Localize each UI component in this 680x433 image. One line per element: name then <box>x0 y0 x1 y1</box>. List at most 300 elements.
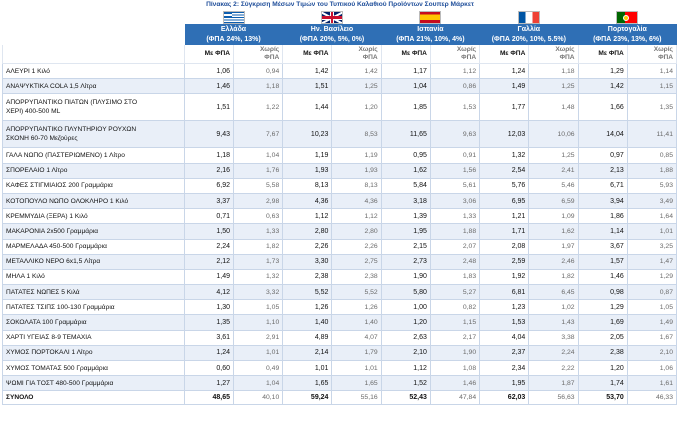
country-name: Γαλλία <box>480 25 578 35</box>
price-with-vat: 14,04 <box>578 121 627 148</box>
price-without-vat: 11,41 <box>627 121 676 148</box>
country-name: Ην. Βασίλειο <box>283 25 381 35</box>
price-with-vat: 1,69 <box>578 315 627 330</box>
without-vat-header-line2: ΦΠΑ <box>264 54 280 61</box>
table-row <box>3 94 677 121</box>
price-with-vat: 1,66 <box>578 94 627 121</box>
total-without-vat: 40,10 <box>234 391 283 405</box>
country-name: Πορτογαλία <box>578 25 676 35</box>
price-with-vat: 1,86 <box>578 209 627 224</box>
price-without-vat: 1,02 <box>529 300 578 315</box>
price-without-vat: 1,05 <box>627 300 676 315</box>
product-name <box>3 64 185 79</box>
price-with-vat: 3,94 <box>578 193 627 208</box>
price-without-vat: 3,38 <box>529 330 578 345</box>
price-with-vat: 1,49 <box>480 79 529 94</box>
price-with-vat: 1,44 <box>283 94 332 121</box>
price-with-vat: 1,20 <box>578 361 627 376</box>
product-name-line: ΑΛΕΥΡΙ 1 Κιλό <box>6 67 50 75</box>
table-row <box>3 148 677 163</box>
product-name-line: ΜΕΤΑΛΛΙΚΟ ΝΕΡΟ 6x1,5 Λίτρα <box>6 258 101 266</box>
product-name <box>3 224 185 239</box>
price-without-vat: 2,22 <box>529 361 578 376</box>
price-with-vat: 6,81 <box>480 285 529 300</box>
price-without-vat: 1,87 <box>529 376 578 391</box>
price-without-vat: 1,47 <box>627 254 676 269</box>
price-without-vat: 8,13 <box>332 178 381 193</box>
with-vat-header: Με ΦΠΑ <box>578 45 627 64</box>
without-vat-header <box>430 45 479 64</box>
price-with-vat: 1,12 <box>381 361 430 376</box>
country-name: Ισπανία <box>381 25 479 35</box>
price-without-vat: 1,25 <box>529 79 578 94</box>
total-label: ΣΥΝΟΛΟ <box>3 391 185 405</box>
price-without-vat: 4,36 <box>332 193 381 208</box>
table-row <box>3 315 677 330</box>
price-without-vat: 2,10 <box>627 345 676 360</box>
price-without-vat: 2,38 <box>332 269 381 284</box>
without-vat-header <box>529 45 578 64</box>
total-with-vat: 53,70 <box>578 391 627 405</box>
price-without-vat: 4,07 <box>332 330 381 345</box>
product-name-line: ΧΥΜΟΣ ΤΟΜΑΤΑΣ 500 Γραμμάρια <box>6 364 108 372</box>
subheader-blank <box>3 45 185 64</box>
price-without-vat: 1,76 <box>234 163 283 178</box>
price-with-vat: 1,46 <box>578 269 627 284</box>
price-with-vat: 2,10 <box>381 345 430 360</box>
price-without-vat: 1,15 <box>430 315 479 330</box>
product-name-line: ΠΑΤΑΤΕΣ ΝΩΠΕΣ 5 Κιλά <box>6 288 80 296</box>
price-without-vat: 1,12 <box>430 64 479 79</box>
price-without-vat: 1,82 <box>529 269 578 284</box>
price-with-vat: 2,38 <box>578 345 627 360</box>
price-with-vat: 2,26 <box>283 239 332 254</box>
price-with-vat: 1,12 <box>283 209 332 224</box>
price-with-vat: 1,19 <box>283 148 332 163</box>
price-with-vat: 2,15 <box>381 239 430 254</box>
with-vat-header: Με ΦΠΑ <box>283 45 332 64</box>
price-with-vat: 1,29 <box>578 64 627 79</box>
price-without-vat: 1,01 <box>332 361 381 376</box>
without-vat-header-line1: Χωρίς <box>358 46 378 53</box>
price-with-vat: 6,92 <box>184 178 233 193</box>
without-vat-header-line1: Χωρίς <box>555 46 575 53</box>
without-vat-header-line1: Χωρίς <box>653 46 673 53</box>
table-row <box>3 193 677 208</box>
price-without-vat: 1,43 <box>529 315 578 330</box>
product-name <box>3 376 185 391</box>
price-with-vat: 1,90 <box>381 269 430 284</box>
price-with-vat: 1,29 <box>578 300 627 315</box>
price-with-vat: 0,97 <box>578 148 627 163</box>
table-row <box>3 121 677 148</box>
price-with-vat: 4,36 <box>283 193 332 208</box>
france-flag-icon <box>518 11 540 24</box>
price-with-vat: 3,18 <box>381 193 430 208</box>
flag-row <box>3 11 677 25</box>
table-row <box>3 330 677 345</box>
price-without-vat: 1,19 <box>332 148 381 163</box>
price-without-vat: 1,40 <box>332 315 381 330</box>
without-vat-header-line2: ΦΠΑ <box>362 54 378 61</box>
price-without-vat: 2,91 <box>234 330 283 345</box>
product-name <box>3 239 185 254</box>
price-without-vat: 2,80 <box>332 224 381 239</box>
price-with-vat: 1,32 <box>480 148 529 163</box>
price-with-vat: 1,51 <box>283 79 332 94</box>
price-without-vat: 2,98 <box>234 193 283 208</box>
price-without-vat: 0,49 <box>234 361 283 376</box>
price-without-vat: 1,65 <box>332 376 381 391</box>
product-name-line: ΧΥΜΟΣ ΠΟΡΤΟΚΑΛΙ 1 Λίτρο <box>6 349 93 357</box>
price-without-vat: 1,25 <box>332 79 381 94</box>
price-without-vat: 8,53 <box>332 121 381 148</box>
price-with-vat: 4,89 <box>283 330 332 345</box>
price-with-vat: 12,03 <box>480 121 529 148</box>
price-without-vat: 0,85 <box>627 148 676 163</box>
product-name <box>3 193 185 208</box>
price-without-vat: 0,94 <box>234 64 283 79</box>
price-without-vat: 5,93 <box>627 178 676 193</box>
price-without-vat: 1,33 <box>430 209 479 224</box>
product-name <box>3 361 185 376</box>
price-with-vat: 1,92 <box>480 269 529 284</box>
price-with-vat: 1,42 <box>578 79 627 94</box>
price-with-vat: 5,52 <box>283 285 332 300</box>
product-name-line: ΨΩΜΙ ΓΙΑ ΤΟΣΤ 480-500 Γραμμάρια <box>6 379 114 387</box>
price-without-vat: 5,58 <box>234 178 283 193</box>
price-with-vat: 1,46 <box>184 79 233 94</box>
price-without-vat: 1,42 <box>332 64 381 79</box>
table-row <box>3 254 677 269</box>
price-without-vat: 0,82 <box>430 300 479 315</box>
product-name-line: ΑΠΟΡΡΥΠΑΝΤΙΚΟ ΠΛΥΝΤΗΡΙΟΥ ΡΟΥΧΩΝ <box>6 126 137 134</box>
product-name-line: ΓΑΛΑ ΝΩΠΟ (ΠΑΣΤΕΡΙΩΜΕΝΟ) 1 Λίτρο <box>6 151 125 159</box>
price-without-vat: 1,04 <box>234 376 283 391</box>
table-row <box>3 163 677 178</box>
spain-flag-icon <box>419 11 441 24</box>
price-without-vat: 1,22 <box>234 94 283 121</box>
price-with-vat: 5,76 <box>480 178 529 193</box>
price-with-vat: 5,80 <box>381 285 430 300</box>
price-with-vat: 3,30 <box>283 254 332 269</box>
price-without-vat: 5,46 <box>529 178 578 193</box>
vat-header-blank <box>3 35 185 45</box>
total-with-vat: 48,65 <box>184 391 233 405</box>
product-name <box>3 269 185 284</box>
price-with-vat: 1,21 <box>480 209 529 224</box>
price-without-vat: 1,20 <box>332 94 381 121</box>
price-without-vat: 0,91 <box>430 148 479 163</box>
price-with-vat: 1,24 <box>184 345 233 360</box>
price-with-vat: 2,37 <box>480 345 529 360</box>
price-with-vat: 5,84 <box>381 178 430 193</box>
greece-flag-icon <box>223 11 245 24</box>
price-without-vat: 2,75 <box>332 254 381 269</box>
country-vat-rates: (ΦΠΑ 20%, 10%, 5.5%) <box>480 35 578 45</box>
product-name <box>3 209 185 224</box>
price-with-vat: 1,14 <box>578 224 627 239</box>
price-without-vat: 1,18 <box>234 79 283 94</box>
price-without-vat: 1,14 <box>627 64 676 79</box>
price-with-vat: 1,30 <box>184 300 233 315</box>
price-without-vat: 1,56 <box>430 163 479 178</box>
price-with-vat: 2,34 <box>480 361 529 376</box>
price-with-vat: 1,53 <box>480 315 529 330</box>
product-name <box>3 121 185 148</box>
price-without-vat: 6,59 <box>529 193 578 208</box>
price-comparison-table <box>2 11 677 405</box>
price-with-vat: 1,50 <box>184 224 233 239</box>
price-with-vat: 1,27 <box>184 376 233 391</box>
price-with-vat: 2,08 <box>480 239 529 254</box>
price-without-vat: 1,08 <box>430 361 479 376</box>
flag-cell <box>480 11 578 25</box>
product-name <box>3 300 185 315</box>
price-with-vat: 1,93 <box>283 163 332 178</box>
price-with-vat: 1,20 <box>381 315 430 330</box>
total-with-vat: 62,03 <box>480 391 529 405</box>
product-name-line: ΣΚΟΝΗ 60-70 Μεζούρες <box>6 135 78 143</box>
price-without-vat: 1,26 <box>332 300 381 315</box>
price-without-vat: 1,32 <box>234 269 283 284</box>
price-without-vat: 1,79 <box>332 345 381 360</box>
price-without-vat: 2,46 <box>529 254 578 269</box>
price-without-vat: 5,27 <box>430 285 479 300</box>
price-with-vat: 0,98 <box>578 285 627 300</box>
without-vat-header-line1: Χωρίς <box>260 46 280 53</box>
price-with-vat: 8,13 <box>283 178 332 193</box>
country-name: Ελλάδα <box>184 25 282 35</box>
without-vat-header-line2: ΦΠΑ <box>658 54 673 61</box>
price-with-vat: 2,16 <box>184 163 233 178</box>
price-with-vat: 2,05 <box>578 330 627 345</box>
price-without-vat: 1,25 <box>529 148 578 163</box>
price-with-vat: 1,00 <box>381 300 430 315</box>
price-without-vat: 1,93 <box>332 163 381 178</box>
product-name <box>3 178 185 193</box>
price-without-vat: 1,48 <box>529 94 578 121</box>
price-without-vat: 1,62 <box>529 224 578 239</box>
without-vat-header <box>627 45 676 64</box>
price-without-vat: 1,12 <box>332 209 381 224</box>
product-name <box>3 79 185 94</box>
price-with-vat: 1,74 <box>578 376 627 391</box>
product-name <box>3 148 185 163</box>
price-without-vat: 2,41 <box>529 163 578 178</box>
price-with-vat: 1,77 <box>480 94 529 121</box>
price-with-vat: 3,37 <box>184 193 233 208</box>
price-without-vat: 1,46 <box>430 376 479 391</box>
price-without-vat: 1,88 <box>627 163 676 178</box>
price-without-vat: 5,61 <box>430 178 479 193</box>
country-header-blank <box>3 25 185 35</box>
price-with-vat: 1,17 <box>381 64 430 79</box>
price-without-vat: 1,90 <box>430 345 479 360</box>
table-row <box>3 376 677 391</box>
price-without-vat: 1,97 <box>529 239 578 254</box>
price-without-vat: 10,06 <box>529 121 578 148</box>
price-without-vat: 1,35 <box>627 94 676 121</box>
price-without-vat: 1,04 <box>234 148 283 163</box>
price-with-vat: 9,43 <box>184 121 233 148</box>
product-name <box>3 330 185 345</box>
price-without-vat: 2,26 <box>332 239 381 254</box>
price-with-vat: 3,61 <box>184 330 233 345</box>
table-row <box>3 345 677 360</box>
price-without-vat: 1,15 <box>627 79 676 94</box>
price-without-vat: 2,24 <box>529 345 578 360</box>
price-without-vat: 1,83 <box>430 269 479 284</box>
price-without-vat: 0,87 <box>627 285 676 300</box>
price-with-vat: 3,67 <box>578 239 627 254</box>
price-with-vat: 1,24 <box>480 64 529 79</box>
price-without-vat: 1,88 <box>430 224 479 239</box>
total-without-vat: 46,33 <box>627 391 676 405</box>
price-without-vat: 6,45 <box>529 285 578 300</box>
price-with-vat: 2,54 <box>480 163 529 178</box>
product-name <box>3 94 185 121</box>
product-name-line: ΠΑΤΑΤΕΣ ΤΣΙΠΣ 100-130 Γραμμάρια <box>6 303 115 311</box>
price-with-vat: 10,23 <box>283 121 332 148</box>
price-with-vat: 1,51 <box>184 94 233 121</box>
price-with-vat: 1,23 <box>480 300 529 315</box>
country-vat-rates: (ΦΠΑ 21%, 10%, 4%) <box>381 35 479 45</box>
product-name-line: ΑΠΟΡΡΥΠΑΝΤΙΚΟ ΠΙΑΤΩΝ (ΠΛΥΣΙΜΟ ΣΤΟ <box>6 99 138 107</box>
product-name-line: ΚΡΕΜΜΥΔΙΑ (ΞΕΡΑ) 1 Κιλό <box>6 212 88 220</box>
product-name-line: ΣΠΟΡΕΛΑΙΟ 1 Λίτρο <box>6 167 68 175</box>
price-with-vat: 11,65 <box>381 121 430 148</box>
product-name-line: ΑΝΑΨΥΚΤΙΚΑ COLA 1,5 Λίτρα <box>6 82 97 90</box>
country-vat-rates: (ΦΠΑ 23%, 13%, 6%) <box>578 35 676 45</box>
price-with-vat: 1,62 <box>381 163 430 178</box>
price-with-vat: 1,39 <box>381 209 430 224</box>
price-with-vat: 1,01 <box>283 361 332 376</box>
table-row <box>3 300 677 315</box>
product-name-line: ΜΑΡΜΕΛΑΔΑ 450-500 Γραμμάρια <box>6 243 107 251</box>
price-with-vat: 1,06 <box>184 64 233 79</box>
price-without-vat: 2,17 <box>430 330 479 345</box>
price-with-vat: 1,57 <box>578 254 627 269</box>
product-name <box>3 315 185 330</box>
country-header-row <box>3 25 677 35</box>
price-with-vat: 2,13 <box>578 163 627 178</box>
price-without-vat: 1,01 <box>627 224 676 239</box>
price-with-vat: 1,71 <box>480 224 529 239</box>
price-with-vat: 1,04 <box>381 79 430 94</box>
product-name <box>3 254 185 269</box>
price-with-vat: 6,95 <box>480 193 529 208</box>
table-row <box>3 178 677 193</box>
price-with-vat: 1,95 <box>480 376 529 391</box>
price-without-vat: 0,63 <box>234 209 283 224</box>
price-with-vat: 1,42 <box>283 64 332 79</box>
flag-cell <box>283 11 381 25</box>
price-without-vat: 1,73 <box>234 254 283 269</box>
with-vat-header: Με ΦΠΑ <box>480 45 529 64</box>
price-with-vat: 2,24 <box>184 239 233 254</box>
price-without-vat: 1,18 <box>529 64 578 79</box>
price-without-vat: 1,01 <box>234 345 283 360</box>
with-vat-header: Με ΦΠΑ <box>381 45 430 64</box>
table-row <box>3 361 677 376</box>
table-row <box>3 224 677 239</box>
price-with-vat: 2,73 <box>381 254 430 269</box>
product-name-line: ΧΑΡΤΙ ΥΓΕΙΑΣ 8-9 ΤΕΜΑΧΙΑ <box>6 334 92 342</box>
product-name <box>3 285 185 300</box>
price-with-vat: 2,38 <box>283 269 332 284</box>
table-row <box>3 79 677 94</box>
flag-cell <box>381 11 479 25</box>
table-row <box>3 285 677 300</box>
price-with-vat: 1,95 <box>381 224 430 239</box>
price-with-vat: 2,80 <box>283 224 332 239</box>
price-without-vat: 7,67 <box>234 121 283 148</box>
price-without-vat: 1,05 <box>234 300 283 315</box>
price-with-vat: 2,59 <box>480 254 529 269</box>
price-without-vat: 1,49 <box>627 315 676 330</box>
flag-row-blank <box>3 11 185 25</box>
vat-header-row <box>3 35 677 45</box>
price-without-vat: 1,67 <box>627 330 676 345</box>
price-without-vat: 1,82 <box>234 239 283 254</box>
without-vat-header <box>234 45 283 64</box>
total-without-vat: 47,84 <box>430 391 479 405</box>
price-without-vat: 0,86 <box>430 79 479 94</box>
price-with-vat: 0,71 <box>184 209 233 224</box>
price-without-vat: 1,10 <box>234 315 283 330</box>
price-with-vat: 0,95 <box>381 148 430 163</box>
price-without-vat: 3,32 <box>234 285 283 300</box>
product-name-line: ΚΟΤΟΠΟΥΛΟ ΝΩΠΟ ΟΛΟΚΛΗΡΟ 1 Κιλό <box>6 197 129 205</box>
product-name <box>3 345 185 360</box>
price-without-vat: 1,64 <box>627 209 676 224</box>
price-without-vat: 1,53 <box>430 94 479 121</box>
product-name <box>3 163 185 178</box>
uk-flag-icon <box>321 11 343 24</box>
price-with-vat: 2,14 <box>283 345 332 360</box>
price-with-vat: 1,49 <box>184 269 233 284</box>
price-with-vat: 1,26 <box>283 300 332 315</box>
without-vat-header <box>332 45 381 64</box>
product-name-line: ΚΑΦΕΣ ΣΤΙΓΜΙΑΙΟΣ 200 Γραμμάρια <box>6 182 113 190</box>
price-without-vat: 1,29 <box>627 269 676 284</box>
price-without-vat: 2,07 <box>430 239 479 254</box>
country-vat-rates: (ΦΠΑ 20%, 5%, 0%) <box>283 35 381 45</box>
total-with-vat: 52,43 <box>381 391 430 405</box>
price-with-vat: 6,71 <box>578 178 627 193</box>
price-without-vat: 2,48 <box>430 254 479 269</box>
without-vat-header-line1: Χωρίς <box>456 46 477 53</box>
price-without-vat: 5,52 <box>332 285 381 300</box>
flag-cell <box>184 11 282 25</box>
with-vat-header: Με ΦΠΑ <box>184 45 233 64</box>
total-with-vat: 59,24 <box>283 391 332 405</box>
price-without-vat: 1,61 <box>627 376 676 391</box>
flag-cell <box>578 11 676 25</box>
price-with-vat: 2,12 <box>184 254 233 269</box>
price-with-vat: 4,12 <box>184 285 233 300</box>
without-vat-header-line2: ΦΠΑ <box>461 54 477 61</box>
subheader-row <box>3 45 677 64</box>
total-without-vat: 56,63 <box>529 391 578 405</box>
price-with-vat: 4,04 <box>480 330 529 345</box>
product-name-line: ΧΕΡΙ) 400-500 ML <box>6 108 61 116</box>
price-with-vat: 1,35 <box>184 315 233 330</box>
price-with-vat: 2,63 <box>381 330 430 345</box>
price-without-vat: 1,06 <box>627 361 676 376</box>
price-without-vat: 1,09 <box>529 209 578 224</box>
